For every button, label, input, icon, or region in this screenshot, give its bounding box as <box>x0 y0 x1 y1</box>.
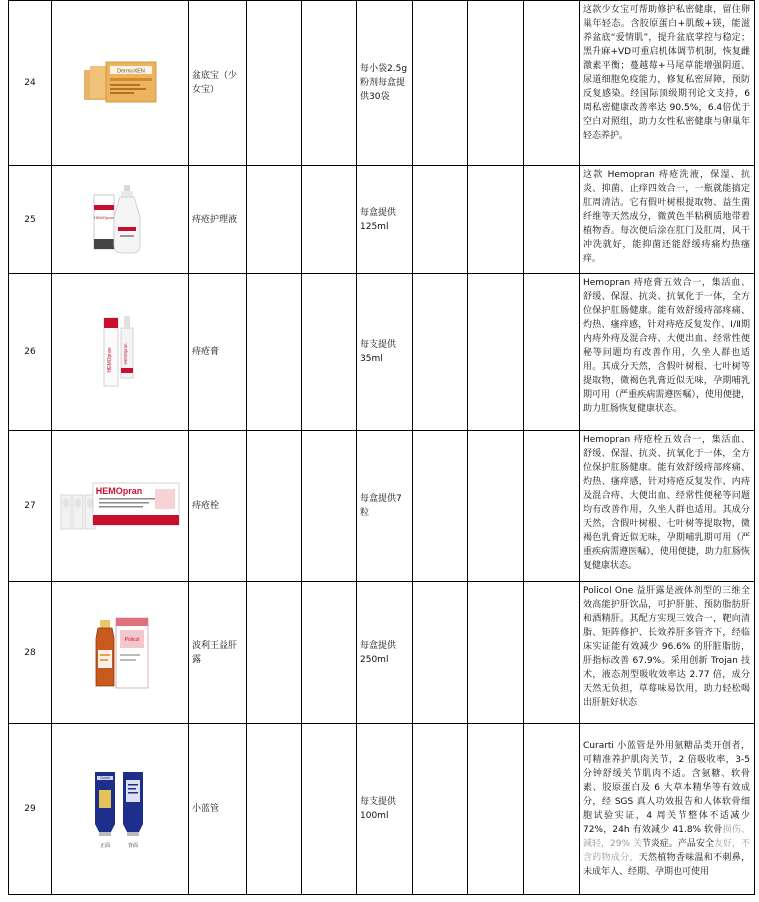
product-spec: 每支提供100ml <box>357 724 413 895</box>
product-image-cell <box>52 431 189 582</box>
product-table <box>8 0 755 895</box>
brand-curarti: Curarti <box>100 776 110 780</box>
empty-cell <box>524 274 580 431</box>
empty-cell <box>413 431 468 582</box>
empty-cell <box>413 274 468 431</box>
row-number: 25 <box>9 166 52 274</box>
table-row <box>9 582 755 724</box>
syrup-bottle-icon <box>90 614 150 692</box>
svg-text:HEMOpran: HEMOpran <box>107 347 113 373</box>
back-label: 背面 <box>127 843 139 849</box>
product-description: Hemopran 痔疮膏五效合一，集活血、舒缓、保湿、抗炎、抗氧化于一体，全方位保护肛肠健康。能有效舒缓痔部疼痛、灼热、瘙痒感，针对痔疮反复发作、Ⅰ/Ⅱ期内痔外痔及混合痔、大便出血、经常性便秘等问题均有改善作用，久坐人群也适用。其成分天然，含假叶树根、七叶树等提取物，微褐色乳膏近似无味，孕期哺乳期可用（严重疾病需遵医嘱），使用便捷，助力肛肠恢复健康状态。 <box>580 274 755 431</box>
product-name: 盆底宝（少女宝） <box>189 1 247 166</box>
product-spec: 每盒提供7粒 <box>357 431 413 582</box>
empty-cell <box>302 166 357 274</box>
product-image-cell <box>52 582 189 724</box>
table-row <box>9 274 755 431</box>
brand-hemopran: HEMOpran <box>93 214 115 220</box>
empty-cell <box>247 431 302 582</box>
empty-cell <box>413 1 468 166</box>
product-image-cell <box>52 724 189 895</box>
empty-cell <box>247 1 302 166</box>
empty-cell <box>247 724 302 895</box>
empty-cell <box>468 582 524 724</box>
blue-tube-icon <box>87 766 153 852</box>
empty-cell <box>302 274 357 431</box>
empty-cell <box>413 582 468 724</box>
empty-cell <box>468 724 524 895</box>
empty-cell <box>524 431 580 582</box>
empty-cell <box>468 166 524 274</box>
empty-cell <box>302 1 357 166</box>
product-name: 波利王益肝露 <box>189 582 247 724</box>
row-number: 24 <box>9 1 52 166</box>
brand-policol: Policol <box>124 636 140 643</box>
empty-cell <box>468 431 524 582</box>
table-row <box>9 431 755 582</box>
product-description: 这款少女宝可帮助修护私密健康，留住卵巢年轻态。含胶原蛋白+肌酸+镁，能滋养盆底“爱情肌”，提升盆底掌控与稳定；黑升麻+VD可重启机体调节机制，恢复雌激素平衡；蔓越莓+马尾草能增强阴道、尿道细胞免疫能力，修复私密屏障，预防反复感染。经国际顶级期刊论文支持，6周私密健康改善率达 90.5%，6.4倍优于空白对照组，助力女性私密健康与卵巢年轻态养护。 <box>580 1 755 166</box>
product-description: Policol One 益肝露是液体剂型的三维全效高能护肝饮品，可护肝脏、预防脂肪肝和酒精肝。其配方实现三效合一，靶向清脂、矩阵修护、长效养肝多管齐下，经临床实证能有效减少 96.6% 的肝脏脂肪，肝指标改善 67.9%。采用创新 Trojan 技术，液态剂型吸收效率达 2.77 倍，成分天然无负担，草莓味易饮用，助力轻松喝出肝脏好状态 <box>580 582 755 724</box>
empty-cell <box>468 274 524 431</box>
empty-cell <box>247 274 302 431</box>
product-name: 痔疮护理液 <box>189 166 247 274</box>
product-spec: 每盒提供125ml <box>357 166 413 274</box>
table-row <box>9 1 755 166</box>
empty-cell <box>524 166 580 274</box>
desc-tail: 节炎症。产品安全 <box>641 839 714 849</box>
desc-faded-2: 友好，不含药物成分， <box>583 839 750 863</box>
product-spec: 每支提供35ml <box>357 274 413 431</box>
empty-cell <box>468 1 524 166</box>
desc-faded: 损伤、减轻，29% 关 <box>583 825 750 849</box>
product-name: 痔疮栓 <box>189 431 247 582</box>
row-number: 28 <box>9 582 52 724</box>
row-number: 27 <box>9 431 52 582</box>
product-description <box>580 724 755 895</box>
cream-tube-icon <box>100 312 140 392</box>
empty-cell <box>247 166 302 274</box>
front-label: 正面 <box>99 843 111 849</box>
empty-cell <box>524 1 580 166</box>
product-description: Hemopran 痔疮栓五效合一，集活血、舒缓、保湿、抗炎、抗氧化于一体，全方位保护肛肠健康。能有效舒缓痔部疼痛、灼热、瘙痒感，针对痔疮反复发作、内痔及混合痔、大便出血、经常性便秘等问题均有改善作用，久坐人群也适用。其成分天然，含假叶树根、七叶树等提取物，微褐色乳膏近似无味，孕期哺乳期可用（严重疾病需遵医嘱），使用便捷，助力肛肠恢复健康状态。 <box>580 431 755 582</box>
empty-cell <box>302 582 357 724</box>
suppository-box-icon <box>59 481 181 531</box>
product-spec: 每盒提供250ml <box>357 582 413 724</box>
product-name: 痔疮膏 <box>189 274 247 431</box>
desc-main: Curarti 小蓝管是外用氨糖品类开创者，可精准养护肌肉关节，2 倍吸收率，3-5 分钟舒缓关节肌肉不适。含氨糖、软骨素、胶原蛋白及 6 大草本精华等有效成分，经 SGS 真人功效报告和人体软骨细胞试验实证，4 周关节整体不适减少 72%，24h 有效减少 41.8% 软骨 <box>583 741 750 835</box>
row-number: 26 <box>9 274 52 431</box>
product-description: 这款 Hemopran 痔疮洗液，保湿、抗炎、抑菌、止痒四效合一，一瓶就能搞定肛周清洁。它有假叶树根提取物、益生菌纤维等天然成分，微黄色半粘稠质地带着植物香。每次便后涂在肛门及肛周，风干冲洗就好，能抑菌还能舒缓痔痛灼热瘙痒。 <box>580 166 755 274</box>
product-name: 小蓝管 <box>189 724 247 895</box>
empty-cell <box>524 582 580 724</box>
table-row <box>9 724 755 895</box>
svg-text:HEMOpran: HEMOpran <box>95 486 143 496</box>
brand-dermoxen: DermoXEN <box>117 68 145 75</box>
wash-bottle-icon <box>90 183 150 257</box>
product-box-icon <box>80 60 160 106</box>
row-number: 29 <box>9 724 52 895</box>
product-spec: 每小袋2.5g粉剂每盒提供30袋 <box>357 1 413 166</box>
product-image-cell <box>52 1 189 166</box>
desc-end: 天然植物香味温和不刺鼻，未成年人、经期、孕期也可使用 <box>583 853 750 877</box>
empty-cell <box>247 582 302 724</box>
svg-text:HEMOpran: HEMOpran <box>123 343 128 365</box>
product-image-cell <box>52 166 189 274</box>
empty-cell <box>302 724 357 895</box>
empty-cell <box>302 431 357 582</box>
table-row <box>9 166 755 274</box>
empty-cell <box>413 166 468 274</box>
product-image-cell <box>52 274 189 431</box>
empty-cell <box>524 724 580 895</box>
empty-cell <box>413 724 468 895</box>
